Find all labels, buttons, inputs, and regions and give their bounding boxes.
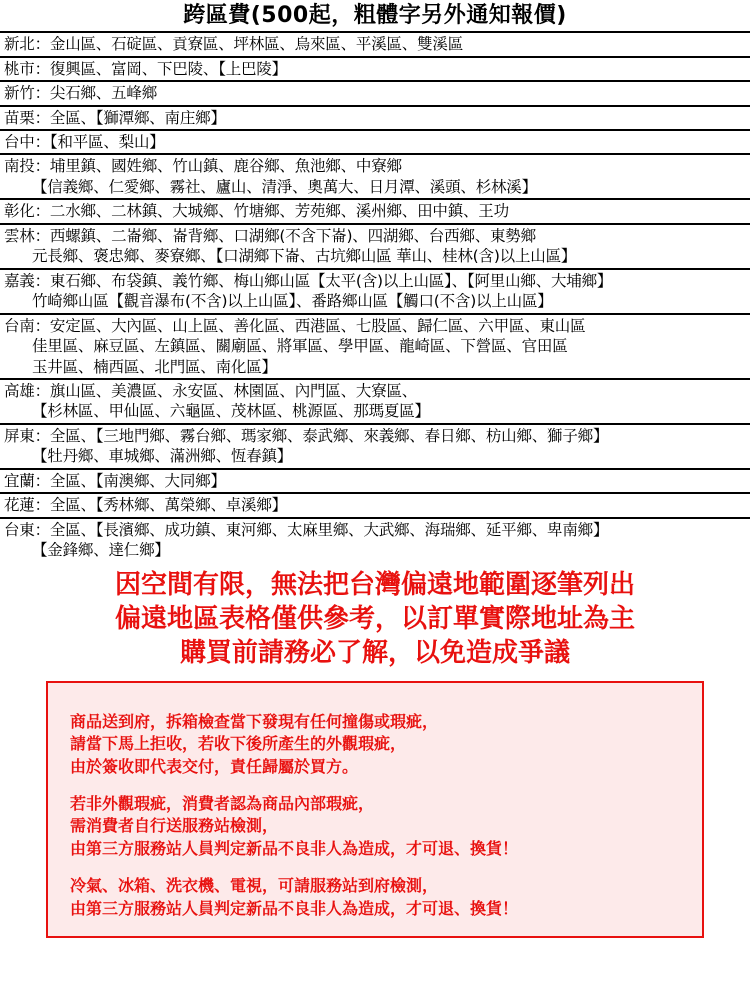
notice-line: 若非外觀瑕疵，消費者認為商品內部瑕疵， (70, 793, 375, 813)
region-line: 佳里區、麻豆區、左鎮區、關廟區、將軍區、學甲區、龍崎區、下營區、官田區 (32, 337, 568, 356)
table-row-yilan (0, 468, 750, 492)
region-line: 竹崎鄉山區【觀音瀑布(不含)以上山區】、番路鄉山區【觸口(不含)以上山區】 (32, 292, 553, 311)
region-line: 宜蘭：全區、【南澳鄉、大同鄉】 (4, 471, 226, 490)
table-row-hsinchu (0, 80, 750, 104)
table-row-hualien (0, 492, 750, 516)
notice-line: 請當下馬上拒收，若收下後所產生的外觀瑕疵， (70, 734, 407, 754)
region-line: 【杉林區、甲仙區、六龜區、茂林區、桃源區、那瑪夏區】 (32, 402, 430, 421)
table-row-changhua (0, 198, 750, 222)
table-row-miaoli (0, 105, 750, 129)
region-line: 彰化：二水鄉、二林鎮、大城鄉、竹塘鄉、芳苑鄉、溪州鄉、田中鎮、王功 (4, 202, 509, 221)
table-row-nantou (0, 153, 750, 198)
region-line: 台東：全區、【長濱鄉、成功鎮、東河鄉、太麻里鄉、大武鄉、海瑞鄉、延平鄉、卑南鄉】 (4, 520, 609, 539)
region-line: 花蓮：全區、【秀林鄉、萬榮鄉、卓溪鄉】 (4, 496, 287, 515)
region-line: 新北：金山區、石碇區、貢寮區、坪林區、烏來區、平溪區、雙溪區 (4, 35, 464, 54)
notice-line: 冷氣、冰箱、洗衣機、電視，可請服務站到府檢測， (70, 875, 439, 895)
region-line: 元長鄉、褒忠鄉、麥寮鄉、【口湖鄉下崙、古坑鄉山區 華山、桂林(含)以上山區】 (32, 247, 577, 266)
notice-line: 由第三方服務站人員判定新品不良非人為造成，才可退、換貨！ (70, 898, 519, 918)
region-line: 【信義鄉、仁愛鄉、霧社、廬山、清淨、奧萬大、日月潭、溪頭、杉林溪】 (32, 177, 537, 196)
table-row-yunlin (0, 223, 750, 268)
region-line: 屏東：全區、【三地門鄉、霧台鄉、瑪家鄉、泰武鄉、來義鄉、春日鄉、枋山鄉、獅子鄉】 (4, 426, 609, 445)
table-row-tainan (0, 313, 750, 378)
region-line: 新竹：尖石鄉、五峰鄉 (4, 84, 158, 103)
region-line: 桃市：復興區、富岡、下巴陵、【上巴陵】 (4, 59, 287, 78)
region-line: 高雄：旗山區、美濃區、永安區、林園區、內門區、大寮區、 (4, 381, 418, 400)
page-title: 跨區費(500起，粗體字另外通知報價) (183, 3, 567, 28)
region-line: 【牡丹鄉、車城鄉、滿洲鄉、恆春鎮】 (32, 447, 293, 466)
notice-line: 由第三方服務站人員判定新品不良非人為造成，才可退、換貨！ (70, 839, 519, 859)
table-row-xinbei (0, 31, 750, 55)
region-line: 【金鋒鄉、達仁鄉】 (32, 541, 170, 560)
warning-line: 偏遠地區表格僅供參考，以訂單實際地址為主 (114, 603, 635, 634)
return-policy-notice (46, 681, 704, 939)
table-row-pingtung (0, 423, 750, 468)
warning-line: 購買前請務必了解，以免造成爭議 (179, 638, 570, 669)
region-line: 苗栗：全區、【獅潭鄉、南庄鄉】 (4, 108, 226, 127)
table-row-taoyuan (0, 56, 750, 80)
notice-line: 由於簽收即代表交付，責任歸屬於買方。 (70, 756, 359, 776)
region-table (0, 31, 750, 561)
notice-wrapper (0, 671, 750, 949)
table-row-taichung (0, 129, 750, 153)
region-line: 台南：安定區、大內區、山上區、善化區、西港區、七股區、歸仁區、六甲區、東山區 (4, 316, 586, 335)
region-line: 玉井區、楠西區、北門區、南化區】 (32, 357, 277, 376)
table-row-chiayi (0, 268, 750, 313)
region-line: 嘉義：東石鄉、布袋鎮、義竹鄉、梅山鄉山區【太平(含)以上山區】、【阿里山鄉、大埔鄉】 (4, 271, 613, 290)
notice-line: 需消費者自行送服務站檢測， (70, 816, 279, 836)
region-line: 雲林：西螺鎮、二崙鄉、崙背鄉、口湖鄉(不含下崙)、四湖鄉、台西鄉、東勢鄉 (4, 226, 536, 245)
remote-area-warning (0, 562, 750, 671)
notice-line: 商品送到府，拆箱檢查當下發現有任何撞傷或瑕疵， (70, 711, 439, 731)
warning-line: 因空間有限，無法把台灣偏遠地範圍逐筆列出 (114, 569, 635, 600)
region-line: 台中：【和平區、梨山】 (4, 133, 165, 151)
table-row-taitung (0, 517, 750, 562)
region-line: 南投：埔里鎮、國姓鄉、竹山鎮、鹿谷鄉、魚池鄉、中寮鄉 (4, 157, 402, 176)
table-row-kaohsiung (0, 378, 750, 423)
